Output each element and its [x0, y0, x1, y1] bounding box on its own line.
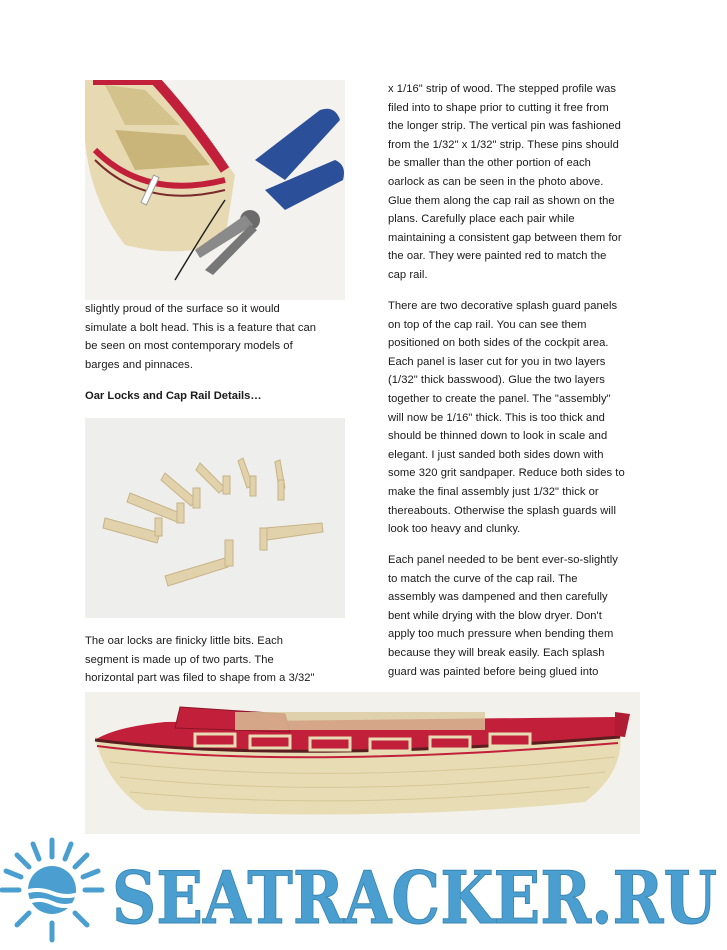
section-heading: Oar Locks and Cap Rail Details… [85, 390, 262, 402]
watermark [0, 835, 727, 945]
sun-wave-icon [2, 840, 102, 940]
left-paragraph-2: The oar locks are finicky little bits. Each segment is made up of two parts. The horizontal part was filed to shape from a 3/32" [85, 635, 315, 685]
left-paragraph-1: slightly proud of the surface so it would simulate a bolt head. This is a feature that can be seen on most contemporary models of barges and pinnaces. [85, 303, 317, 371]
right-paragraph-1: x 1/16" strip of wood. The stepped profile was filed into to shape prior to cutting it free from the longer strip. The vertical pin was fashioned from the 1/32" x 1/32" strip. These pins should be smaller than the other portion of each oarlock as can be seen in the photo above. Glue them along the cap rail as shown on the plans. Carefully place each pair while maintaining a consistent gap between them for the oar. They were painted red to match the cap rail. [388, 83, 622, 281]
photo-oar-locks [85, 418, 345, 618]
right-paragraph-3: Each panel needed to be bent ever-so-slightly to match the curve of the cap rail. The assembly was dampened and then carefully bent while drying with the blow dryer. Don't apply too much pressure when bending them because they will break easily. Each splash guard was painted before being glued into [388, 554, 618, 678]
right-paragraph-2: There are two decorative splash guard panels on top of the cap rail. You can see them positioned on both sides of the cockpit area. Each panel is laser cut for you in two layers (1/32" thick basswood). Glue the two layers together to create the panel. The "assembly" will now be 1/16" thick. This is too thick and should be thinned down to look in scale and elegant. I just sanded both sides down with some 320 grit sandpaper. Reduce both sides to make the final assembly just 1/32" thick or thereabouts. Otherwise the splash guards will look too heavy and clunky. [388, 300, 625, 536]
watermark-text: SEATRACKER.RU [112, 855, 717, 940]
photo-pliers-bow [85, 80, 345, 300]
photo-full-hull [85, 692, 640, 834]
